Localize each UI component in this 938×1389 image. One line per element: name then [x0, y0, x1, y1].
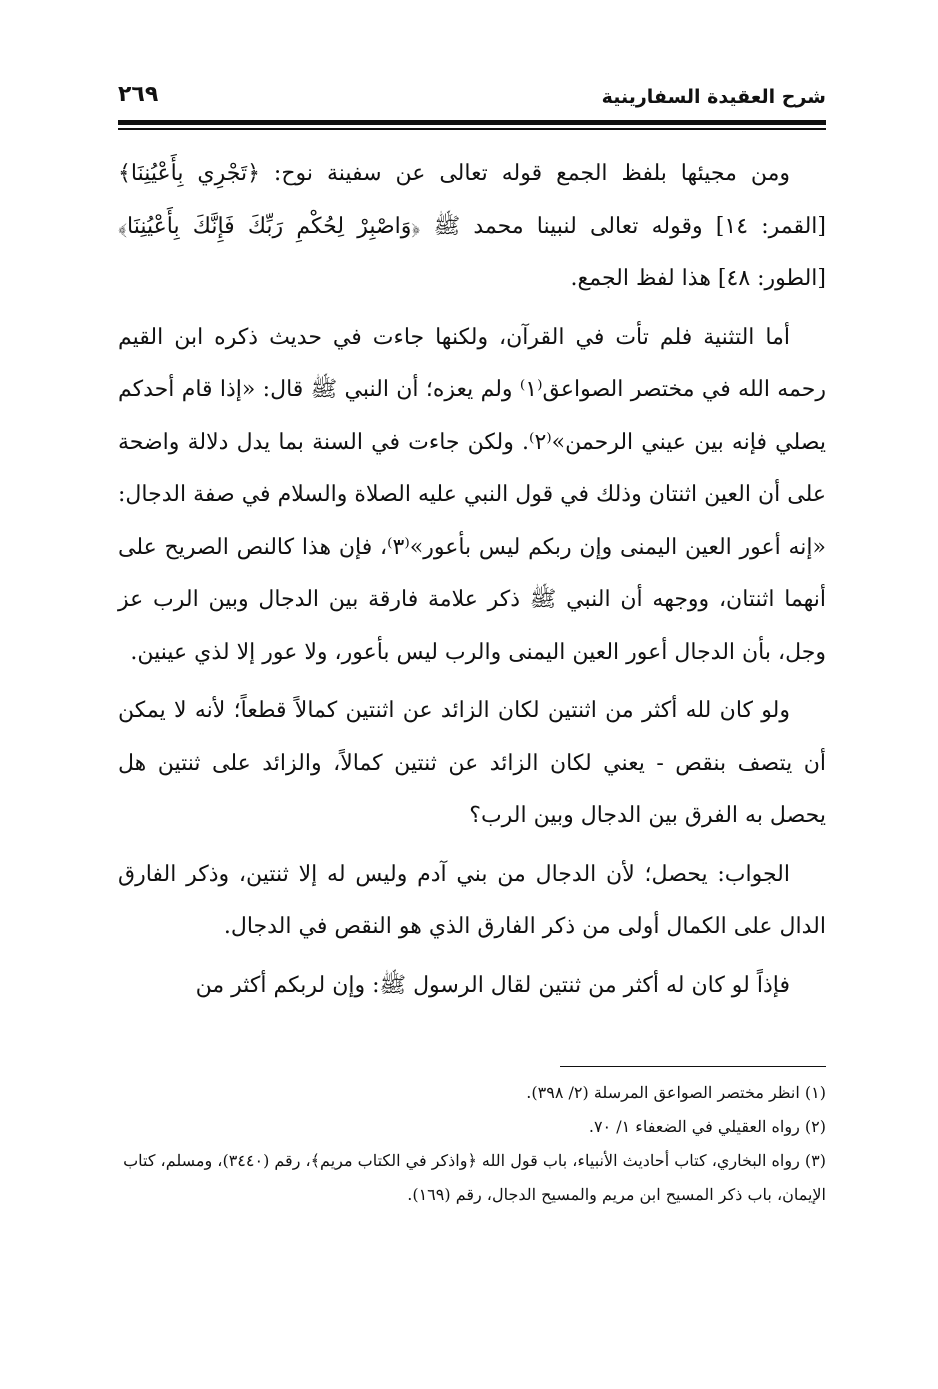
paragraph: فإذاً لو كان له أكثر من ثنتين لقال الرسول ﷺ: وإن لربكم أكثر من: [195, 972, 790, 998]
page-header: [118, 82, 826, 118]
header-rule-thick: [118, 120, 826, 125]
paragraph: أما التثنية فلم تأت في القرآن، ولكنها جاءت في حديث ذكره ابن القيم رحمه الله في مختصر الصواعق⁽١⁾ ولم يعزه؛ أن النبي ﷺ قال: «إذا قام أحدكم يصلي فإنه بين عيني الرحمن»⁽٢⁾. ولكن جاءت في السنة بما يدل دلالة واضحة على أن العين اثنتان وذلك في قول النبي عليه الصلاة والسلام في صفة الدجال: «إنه أعور العين اليمنى وإن ربكم ليس بأعور»⁽٣⁾، فإن هذا كالنص الصريح على أنهما اثنتان، ووجهه أن النبي ﷺ ذكر علامة فارقة بين الدجال وبين الرب عز وجل، بأن الدجال أعور العين اليمنى والرب ليس بأعور، ولا عور إلا لذي عينين.: [118, 324, 827, 665]
footnote-separator: [560, 1066, 826, 1067]
paragraph: ومن مجيئها بلفظ الجمع قوله تعالى عن سفينة نوح: ﴿تَجْرِي بِأَعْيُنِنَا﴾ [القمر: ١٤] وقوله تعالى لنبينا محمد ﷺ ﴿وَاصْبِرْ لِحُكْمِ رَبِّكَ فَإِنَّكَ بِأَعْيُنِنَا﴾ [الطور: ٤٨] هذا لفظ الجمع.: [118, 161, 826, 291]
running-title: شرح العقيدة السفارينية: [601, 86, 826, 108]
footnote: (١) انظر مختصر الصواعق المرسلة (٢/ ٣٩٨).: [526, 1083, 826, 1102]
footnotes: [118, 1076, 826, 1212]
paragraph: الجواب: يحصل؛ لأن الدجال من بني آدم وليس له إلا ثنتين، وذكر الفارق الدال على الكمال أولى من ذكر الفارق الذي هو النقص في الدجال.: [118, 861, 826, 939]
footnote: (٣) رواه البخاري، كتاب أحاديث الأنبياء، باب قول الله ﴿واذكر في الكتاب مريم﴾، رقم (٣٤٤٠)، ومسلم، كتاب الإيمان، باب ذكر المسيح ابن مريم والمسيح الدجال، رقم (١٦٩).: [123, 1151, 826, 1204]
footnote: (٢) رواه العقيلي في الضعفاء ١/ ٧٠.: [588, 1117, 826, 1136]
paragraph: ولو كان لله أكثر من اثنتين لكان الزائد عن اثنتين كمالاً قطعاً؛ لأنه لا يمكن أن يتصف بنقص - يعني لكان الزائد عن ثنتين كمالاً، والزائد على ثنتين هل يحصل به الفرق بين الدجال وبين الرب؟: [118, 698, 826, 828]
main-text: [118, 148, 826, 1018]
page-number: ٢٦٩: [118, 82, 159, 107]
header-rule-thin: [118, 128, 826, 130]
